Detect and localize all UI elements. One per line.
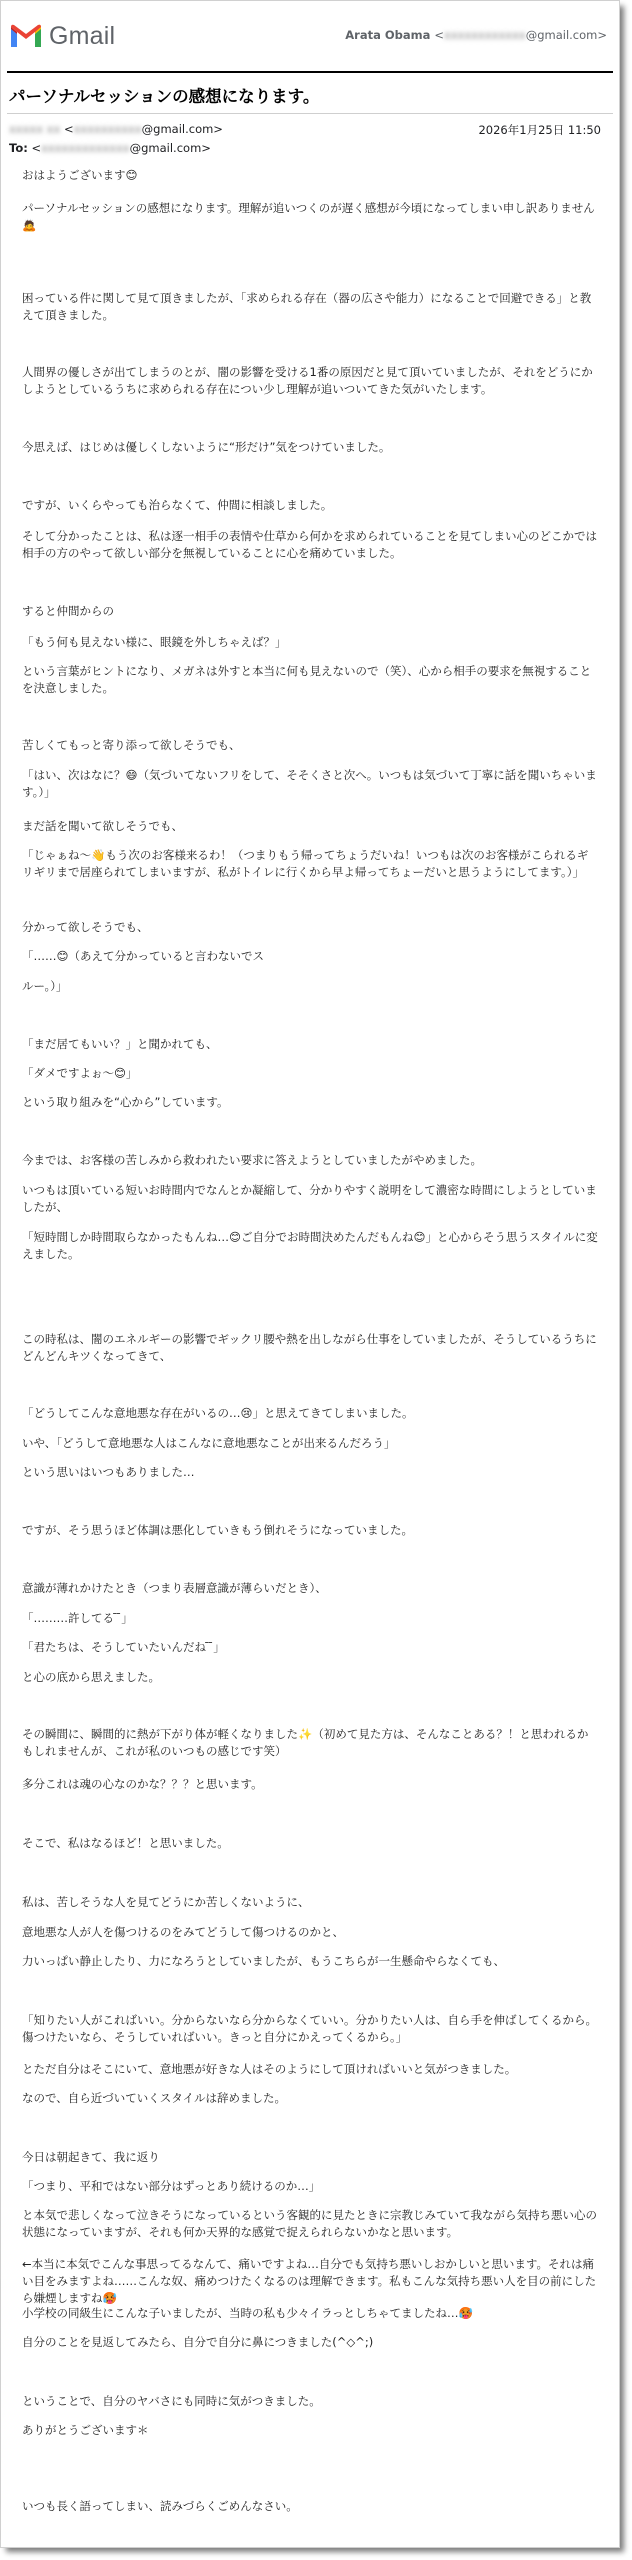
body-paragraph: と心の底から思えました。 <box>22 1670 160 1684</box>
sent-date: 2026年1月25日 11:50 <box>478 123 601 137</box>
body-paragraph: という取り組みを“心から”しています。 <box>22 1095 229 1109</box>
body-paragraph: ですが、そう思うほど体調は悪化していきもう倒れそうになっていました。 <box>22 1523 413 1537</box>
body-paragraph: と本気で悲しくなって泣きそうになっているという客観的に見たときに宗教じみていて我ながら気持ち悪い心の状態になっていますが、それも何か天界的な感覚で捉えられらないかなと思います。 <box>22 2208 597 2239</box>
body-paragraph: まだ話を聞いて欲しそうでも、 <box>22 819 183 833</box>
body-paragraph: 「知りたい人がこればいい。分からないなら分からなくていい。分かりたい人は、自ら手を伸ばしてくるから。傷つけたいなら、そうしていればいい。きっと自分にかえってくるから。」 <box>22 2013 597 2044</box>
body-paragraph: 「君たちは、そうしていたいんだね ̄ ̄」 <box>22 1640 225 1654</box>
gmail-wordmark: Gmail <box>49 21 116 50</box>
body-paragraph: という思いはいつもありました… <box>22 1465 195 1479</box>
email-subject: パーソナルセッションの感想になります。 <box>9 87 320 106</box>
body-paragraph: すると仲間からの <box>22 604 114 618</box>
body-paragraph: なので、自ら近づいていくスタイルは辞めました。 <box>22 2091 287 2105</box>
body-paragraph: 「ダメですよぉ〜😊」 <box>22 1066 138 1080</box>
recipient: To: <xxxxxxxxxxxxx@gmail.com> <box>9 141 211 155</box>
body-paragraph: 力いっぱい静止したり、力になろうとしていましたが、もうこちらが一生懸命やらなくても、 <box>22 1954 505 1968</box>
body-paragraph: 私は、苦しそうな人を見てどうにか苦しくないように、 <box>22 1895 310 1909</box>
redacted-text: xxxxxxxxxx <box>73 122 142 136</box>
gmail-logo <box>9 19 115 53</box>
header-divider <box>7 71 613 73</box>
body-paragraph: とただ自分はそこにいて、意地悪が好きな人はそのようにして頂ければいいと気がつきました。 <box>22 2062 517 2076</box>
body-paragraph: 困っている件に関して見て頂きましたが、「求められる存在（器の広さや能力）になることで回避できる」と教えて頂きました。 <box>22 291 592 322</box>
body-paragraph: そして分かったことは、私は逐一相手の表情や仕草から何かを求められていることを見てしまい心のどこかでは相手の方のやって欲しい部分を無視していることに心を痛めていました。 <box>22 529 597 560</box>
body-paragraph: 「……😊（あえて分かっていると言わないでス <box>22 949 264 963</box>
body-paragraph: いつもは頂いている短いお時間内でなんとか凝縮して、分かりやすく説明をして濃密な時間にしようとしていましたが、 <box>22 1183 597 1214</box>
body-paragraph: 分かって欲しそうでも、 <box>22 920 149 934</box>
subject-divider <box>7 113 613 114</box>
body-paragraph: 「はい、次はなに？😄（気づいてないフリをして、そそくさと次へ。いつもは気づいて丁寧に話を聞いちゃいます。）」 <box>22 768 597 799</box>
body-paragraph: 今思えば、はじめは優しくしないように“形だけ”気をつけていました。 <box>22 440 391 454</box>
body-paragraph: そこで、私はなるほど！と思いました。 <box>22 1836 229 1850</box>
redacted-text: xxxxxxxxxxxxx <box>41 141 130 155</box>
body-paragraph: 今日は朝起きて、我に返り <box>22 2150 160 2164</box>
gmail-header <box>1 1 621 65</box>
account-name: Arata Obama <box>345 28 431 42</box>
account-info <box>345 28 607 42</box>
body-paragraph: その瞬間に、瞬間的に熱が下がり体が軽くなりました✨（初めて見た方は、そんなことある？！と思われるかもしれませんが、これが私のいつもの感じです笑） <box>22 1727 589 1758</box>
body-paragraph: 苦しくてもっと寄り添って欲しそうでも、 <box>22 738 241 752</box>
body-paragraph: 「もう何も見えない様に、眼鏡を外しちゃえば？」 <box>22 635 287 649</box>
body-paragraph: 意識が薄れかけたとき（つまり表層意識が薄らいだとき）、 <box>22 1581 327 1595</box>
body-paragraph: 「短時間しか時間取らなかったもんね…😊ご自分でお時間決めたんだもんね😊」と心からそう思うスタイルに変えました。 <box>22 1230 598 1261</box>
body-paragraph: おはようございます😊 <box>22 168 138 182</box>
body-paragraph: 今までは、お客様の苦しみから救われたい要求に答えようとしていましたがやめました。 <box>22 1153 482 1167</box>
redacted-sender-name: xxxxx xx <box>9 122 61 136</box>
sender: xxxxx xx <xxxxxxxxxx@gmail.com> <box>9 122 223 136</box>
body-paragraph: ということで、自分のヤバさにも同時に気がつきました。 <box>22 2394 321 2408</box>
gmail-envelope-icon <box>9 23 43 49</box>
body-paragraph: 多分これは魂の心なのかな？？？と思います。 <box>22 1777 263 1791</box>
body-paragraph: ありがとうございます＊ <box>22 2423 149 2437</box>
body-paragraph: 「つまり、平和ではない部分はずっとあり続けるのか…」 <box>22 2179 321 2193</box>
to-label: To: <box>9 141 28 155</box>
redacted-text: xxxxxxxxxxxx <box>444 28 526 42</box>
body-paragraph: 「………許してる ̄ ̄」 <box>22 1611 133 1625</box>
body-paragraph: ←本当に本気でこんな事思ってるなんて、痛いですよね…自分でも気持ち悪いしおかしいと思います。それは痛い目をみますよね……こんな奴、痛めつけたくなるのは理解できます。私もこんな気持ち悪い人を目の前にしたら嫌煙しますね🥵 <box>22 2257 597 2305</box>
body-paragraph: 意地悪な人が人を傷つけるのをみてどうして傷つけるのかと、 <box>22 1925 344 1939</box>
body-paragraph: 自分のことを見返してみたら、自分で自分に鼻につきました(^◇^;) <box>22 2335 374 2349</box>
body-paragraph: ですが、いくらやっても治らなくて、仲間に相談しました。 <box>22 498 333 512</box>
body-paragraph: 「じゃぁね〜👋もう次のお客様来るわ！（つまりもう帰ってちょうだいね！いつもは次のお客様がこられるギリギリまで居座られてしまいますが、私がトイレに行くから早よ帰ってちょーだいと思うようにしてます。）」 <box>22 848 589 879</box>
account-email: <xxxxxxxxxxxx@gmail.com> <box>434 28 607 42</box>
body-paragraph: 「どうしてこんな意地悪な存在がいるの…😢」と思えてきてしまいました。 <box>22 1406 414 1420</box>
body-paragraph: いや、「どうして意地悪な人はこんなに意地悪なことが出来るんだろう」 <box>22 1436 396 1450</box>
body-paragraph: という言葉がヒントになり、メガネは外すと本当に何も見えないので（笑）、心から相手の要求を無視することを決意しました。 <box>22 664 592 695</box>
body-paragraph: いつも長く語ってしまい、読みづらくごめんなさい。 <box>22 2499 298 2513</box>
body-paragraph: ルー。）」 <box>22 979 68 993</box>
body-paragraph: パーソナルセッションの感想になります。理解が追いつくのが遅く感想が今頃になってしまい申し訳ありません🙇 <box>22 201 595 232</box>
body-paragraph: 「まだ居てもいい？」と聞かれても、 <box>22 1037 218 1051</box>
body-paragraph: 人間界の優しさが出てしまうのとが、闇の影響を受ける1番の原因だと見て頂いていましたが、それをどうにかしようとしているうちに求められる存在につい少し理解が追いついてきた気がいたします。 <box>22 365 593 396</box>
body-paragraph: この時私は、闇のエネルギーの影響でギックリ腰や熱を出しながら仕事をしていましたが、そうしているうちにどんどんキツくなってきて、 <box>22 1332 597 1363</box>
body-paragraph: 小学校の同級生にこんな子いましたが、当時の私も少々イラっとしちゃてましたね…🥵 <box>22 2306 473 2320</box>
